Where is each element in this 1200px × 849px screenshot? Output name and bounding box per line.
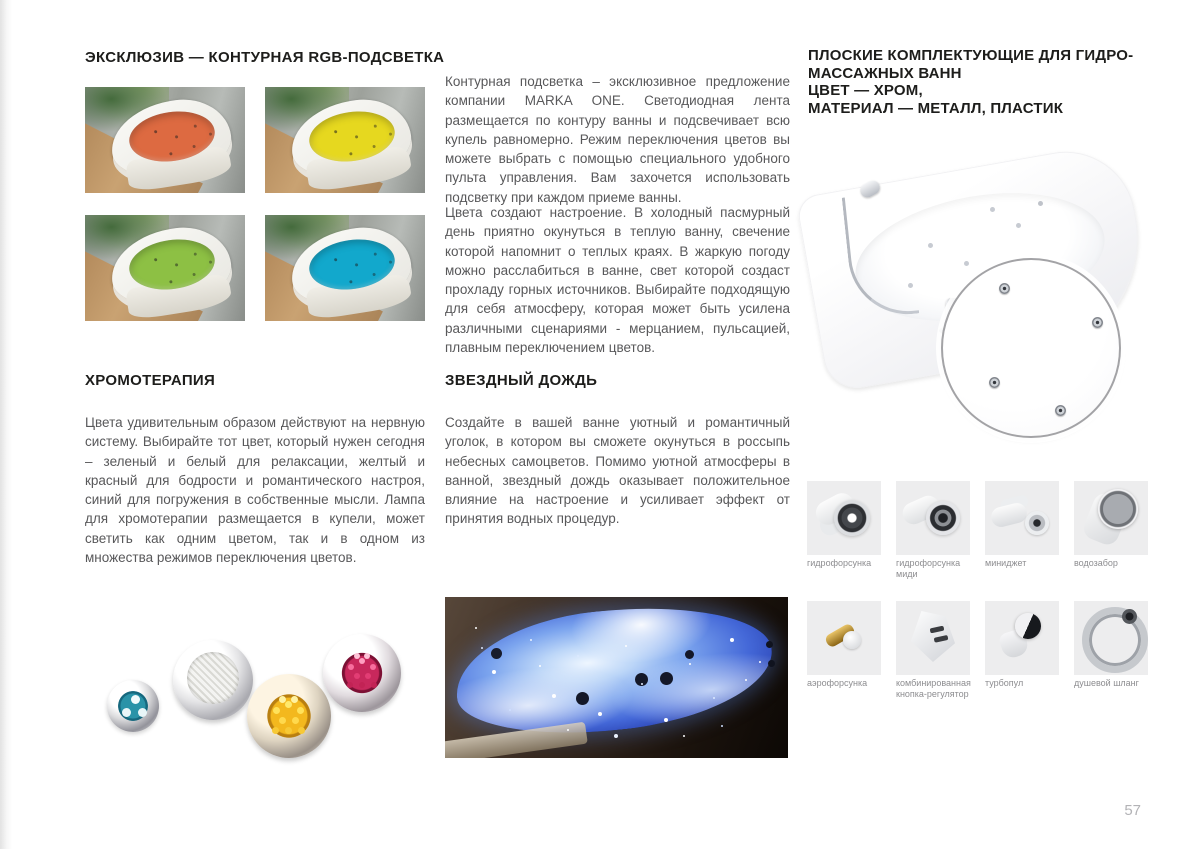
chromotherapy-text: Цвета удивительным образом действуют на нервную систему. Выбирайте тот цвет, который нужен сегодня – зеленый и белый для релаксации, желтый и красный для бодрости и романтического настроя, синий для погружения в собственные мысли. Лампа для хромотерапии размещается в купели, может светить как одним цветом, так и в одном из множества режимов переключения цветов. — [85, 415, 425, 566]
bathtub-photo-cyan — [265, 215, 425, 321]
accessory-item — [985, 481, 1059, 568]
minijet-photo — [985, 481, 1059, 555]
glowing-water — [450, 597, 779, 746]
lamp-red-led — [323, 634, 401, 712]
bathtub-photo-green — [85, 215, 245, 321]
accessory-item — [807, 601, 881, 688]
contour-light-text-1: Контурная подсветка – эксклюзивное предложение компании MARKA ONE. Светодиодная лента размещается по контуру ванны и подсвечивает всю купель равномерно. Режим переключения цветов вы можете выбрать с помощью специального удобного пульта управления. Вам захочется использовать подсветку при каждом приеме ванны. — [445, 74, 790, 205]
section-title-star-rain: ЗВЕЗДНЫЙ ДОЖДЬ — [445, 372, 598, 389]
accessory-label: душевой шланг — [1074, 678, 1139, 688]
page-number: 57 — [1124, 802, 1141, 819]
lamp-yellow-led — [247, 674, 331, 758]
lamp-control-pad — [107, 680, 159, 732]
shower-hose-photo — [1074, 601, 1148, 675]
bathtub-photo-orange — [85, 87, 245, 193]
section-title-exclusive: ЭКСКЛЮЗИВ — КОНТУРНАЯ RGB-ПОДСВЕТКА — [85, 49, 445, 66]
hydromassage-bathtub-photo — [808, 148, 1147, 470]
flat-jet-dot — [1092, 317, 1103, 328]
accessory-item — [807, 481, 881, 568]
accessories-title-line-4: МАТЕРИАЛ — МЕТАЛЛ, ПЛАСТИК — [808, 99, 1064, 117]
accessories-title-line-1: ПЛОСКИЕ КОМПЛЕКТУЮЩИЕ ДЛЯ ГИДРО- — [808, 47, 1134, 64]
flat-jet-dot — [1055, 405, 1066, 416]
star-rain-photo — [445, 597, 788, 758]
accessory-item — [1074, 601, 1148, 688]
accessories-grid — [807, 481, 1152, 761]
section-title-chromotherapy: ХРОМОТЕРАПИЯ — [85, 372, 216, 389]
accessory-label: аэрофорсунка — [807, 678, 868, 688]
water-intake-photo — [1074, 481, 1148, 555]
accessories-title-line-3: ЦВЕТ — ХРОМ, — [808, 82, 923, 99]
accessory-item — [985, 601, 1059, 688]
accessory-label: миниджет — [985, 558, 1027, 568]
accessory-label: гидрофорсунка миди — [896, 558, 961, 579]
airjet-photo — [807, 601, 881, 675]
magnifier-circle — [941, 258, 1121, 438]
accessory-label: гидрофорсунка — [807, 558, 872, 568]
lamp-crystal-lens — [173, 640, 253, 720]
star-lights — [475, 627, 477, 629]
rgb-bathtub-grid — [85, 87, 425, 327]
combo-button-photo — [896, 601, 970, 675]
tub-jet-dots — [928, 243, 933, 248]
jet-dots — [576, 692, 589, 705]
chromotherapy-lamps-photo — [85, 598, 425, 793]
accessory-label: водозабор — [1074, 558, 1118, 568]
contour-light-text-2: Цвета создают настроение. В холодный пасмурный день приятно окунуться в теплую ванну, свечение которой напомнит о теплых краях. В жаркую погоду можно расслабиться в ванне, свет которой создаст прохладу горных источников. Выбирайте подходящую для себя атмосферу, которая может быть усилена различными сценариями - мерцанием, пульсацией, плавным переключением цветов. — [445, 205, 790, 356]
accessories-title-line-2: МАССАЖНЫХ ВАНН — [808, 64, 962, 82]
flat-jet-dot — [989, 377, 1000, 388]
flat-jet-dot — [999, 283, 1010, 294]
accessory-item — [1074, 481, 1148, 568]
hydrojet-photo — [807, 481, 881, 555]
bathtub-photo-yellow — [265, 87, 425, 193]
star-rain-text: Создайте в вашей ванне уютный и романтичный уголок, в котором вы сможете окунуться в россыпь небесных самоцветов. Помимо уютной атмосферы в ванной, звездный дождь оказывает положительное влияние на настроение и усиливает эффект от принятия водных процедур. — [445, 415, 790, 527]
page-edge-shadow — [0, 0, 12, 849]
accessory-label: турбопул — [985, 678, 1024, 688]
hydrojet-midi-photo — [896, 481, 970, 555]
section-title-accessories — [808, 47, 1133, 117]
turbopool-photo — [985, 601, 1059, 675]
accessory-label: комбинированная кнопка-регулятор — [896, 678, 971, 699]
accessory-item — [896, 481, 970, 579]
accessory-item — [896, 601, 971, 699]
